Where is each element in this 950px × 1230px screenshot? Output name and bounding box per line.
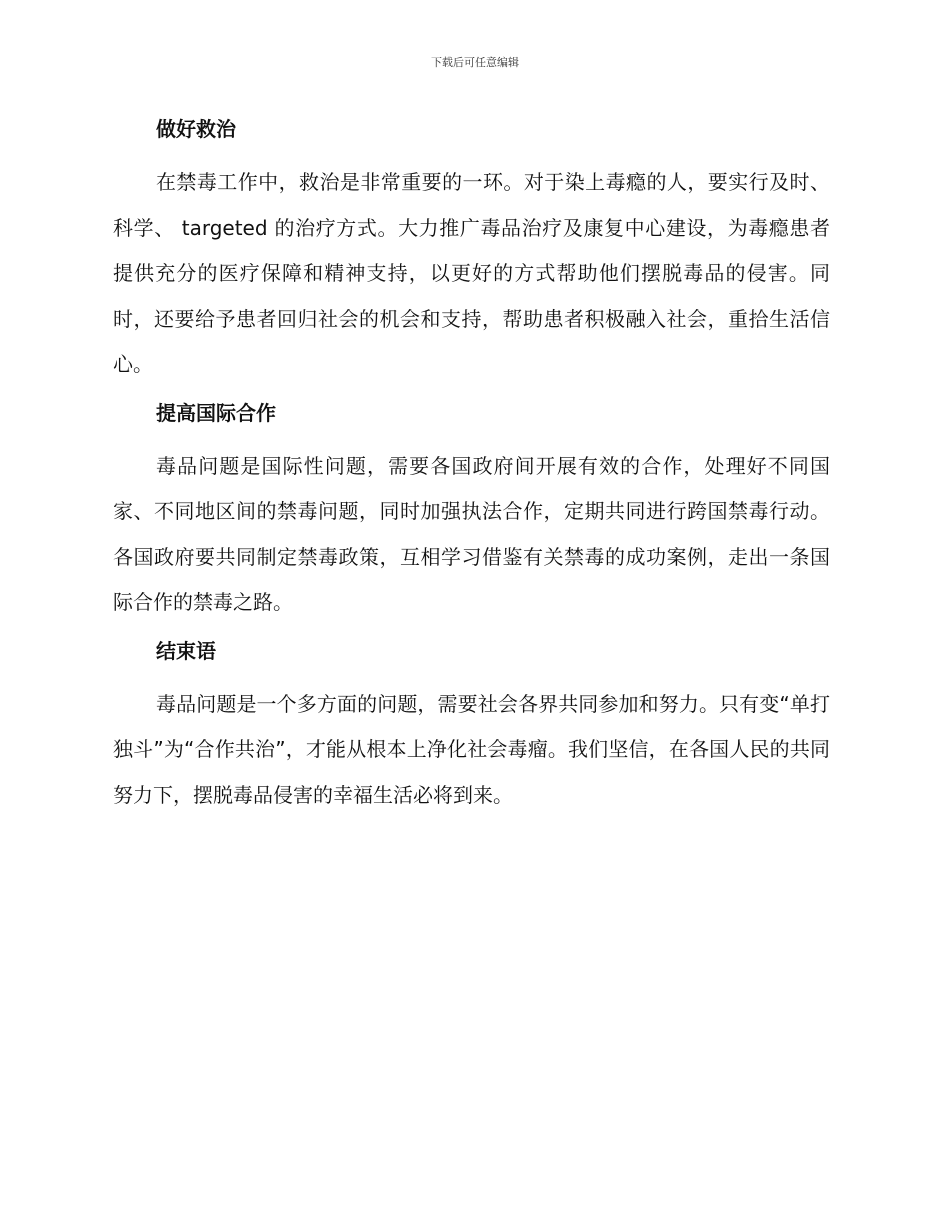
page-header: 下载后可任意编辑: [431, 56, 519, 69]
section-heading: 结束语: [156, 638, 216, 663]
section-heading: 提高国际合作: [156, 400, 276, 425]
section-treatment: [113, 112, 830, 388]
section-paragraph: 在禁毒工作中，救治是非常重要的一环。对于染上毒瘾的人，要实行及时、科学、 targeted 的治疗方式。大力推广毒品治疗及康复中心建设，为毒瘾患者提供充分的医疗保障和精神支持，以更好的方式帮助他们摆脱毒品的侵害。同时，还要给予患者回归社会的机会和支持，帮助患者积极融入社会，重拾生活信心。: [113, 170, 830, 376]
section-heading: 做好救治: [156, 117, 236, 141]
section-paragraph: 毒品问题是国际性问题，需要各国政府间开展有效的合作，处理好不同国家、不同地区间的禁毒问题，同时加强执法合作，定期共同进行跨国禁毒行动。各国政府要共同制定禁毒政策，互相学习借鉴有关禁毒的成功案例，走出一条国际合作的禁毒之路。: [113, 453, 830, 614]
section-conclusion: [113, 634, 830, 819]
section-paragraph: 毒品问题是一个多方面的问题，需要社会各界共同参加和努力。只有变“单打独斗”为“合作共治”，才能从根本上净化社会毒瘤。我们坚信，在各国人民的共同努力下，摆脱毒品侵害的幸福生活必将到来。: [113, 691, 830, 807]
section-international-cooperation: [113, 396, 830, 626]
document-body: [113, 112, 830, 826]
